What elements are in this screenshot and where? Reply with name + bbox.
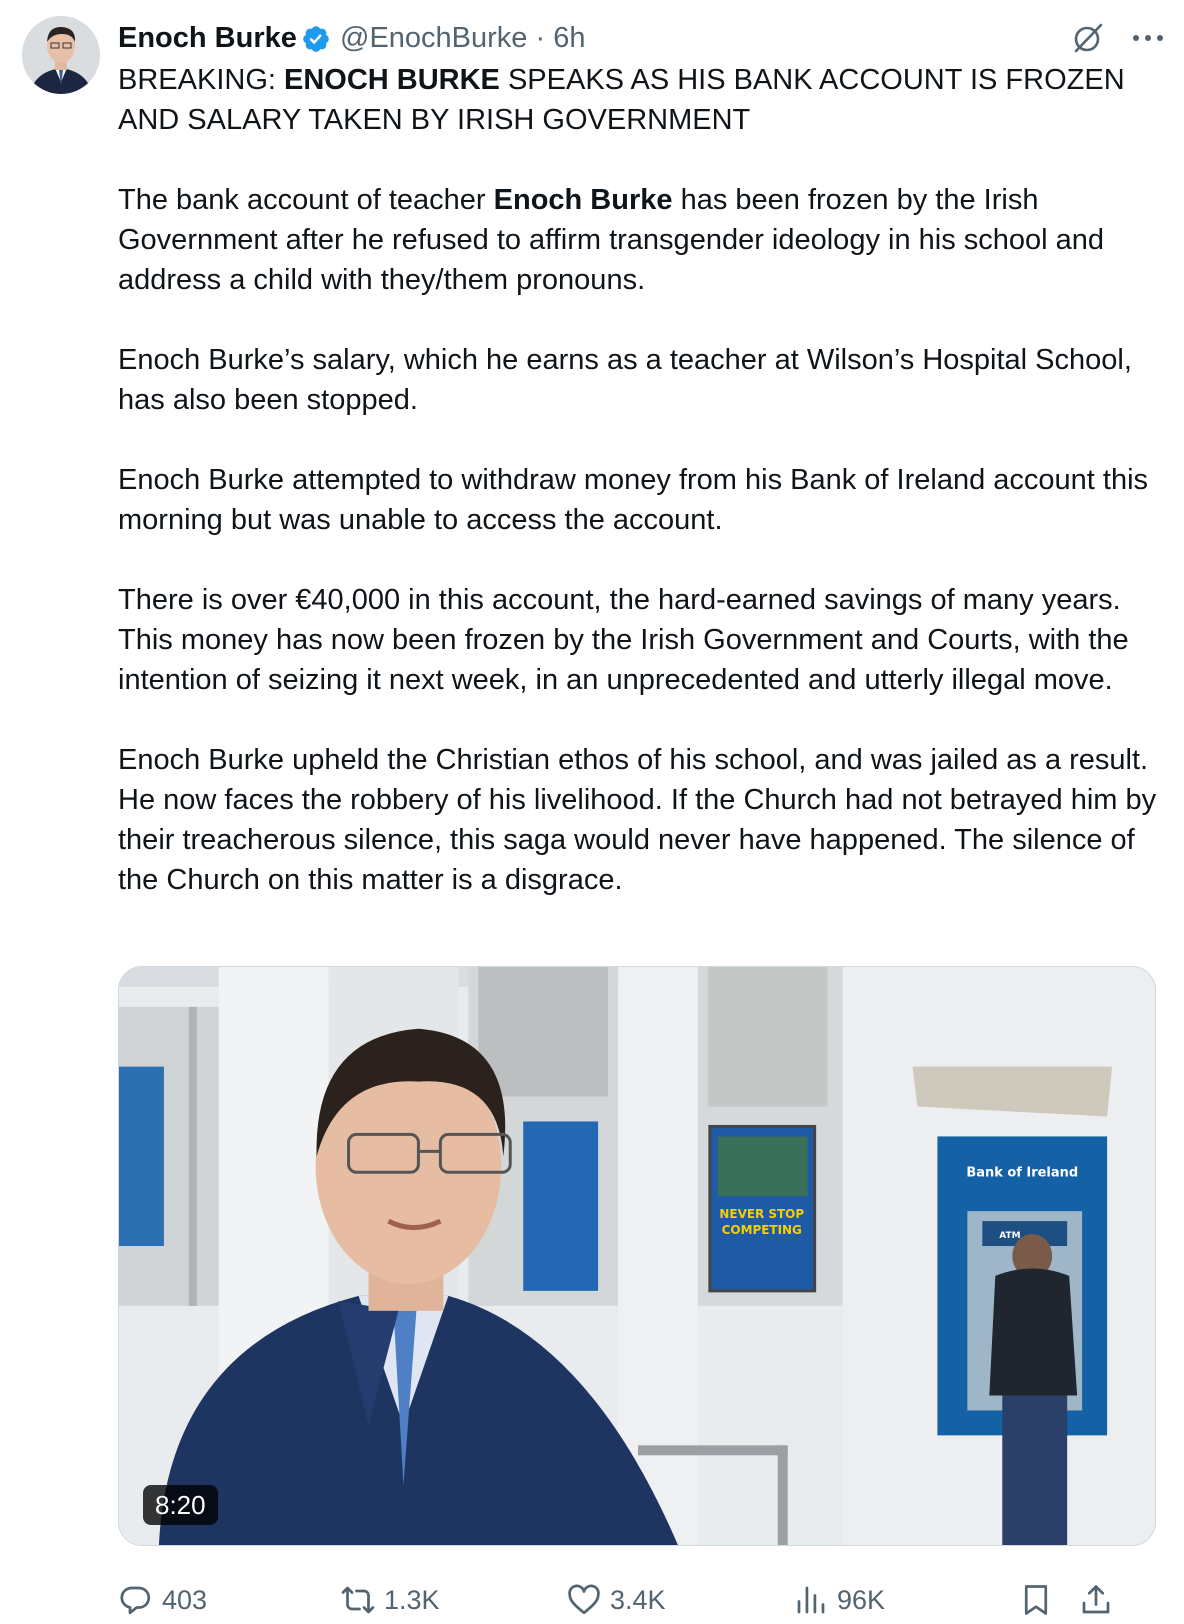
like-count: 3.4K xyxy=(610,1584,666,1615)
tweet-paragraph-2: The bank account of teacher Enoch Burke has been frozen by the Irish Government after he refused to affirm transgender ideology in his school and address a child with they/them pronouns. xyxy=(118,184,1105,296)
tweet-paragraph-5: There is over €40,000 in this account, the hard-earned savings of many years. This money has now been frozen by the Irish Government and Courts, with the intention of seizing it next week, in an unprecedented and utterly illegal move. xyxy=(118,584,1129,696)
avatar[interactable] xyxy=(22,16,100,94)
tweet-paragraph-1: BREAKING: ENOCH BURKE SPEAKS AS HIS BANK ACCOUNT IS FROZEN AND SALARY TAKEN BY IRISH GOVERNMENT xyxy=(118,64,1125,136)
like-button[interactable] xyxy=(566,1580,666,1620)
tweet-paragraph-6: Enoch Burke upheld the Christian ethos of his school, and was jailed as a result. He now faces the robbery of his livelihood. If the Church had not betrayed him by their treacherous silence, this saga would never have happened. The silence of the Church on this matter is a disgrace. xyxy=(118,744,1157,896)
video-thumbnail xyxy=(119,967,1155,1545)
atm-label: ATM xyxy=(999,1231,1021,1242)
view-count: 96K xyxy=(837,1584,886,1615)
reply-button[interactable] xyxy=(118,1580,207,1620)
verified-icon xyxy=(301,24,331,54)
tweet-paragraph-4: Enoch Burke attempted to withdraw money from his Bank of Ireland account this morning but was unable to access the account. xyxy=(118,464,1149,536)
grok-icon[interactable] xyxy=(1070,20,1106,56)
more-icon[interactable] xyxy=(1128,20,1168,56)
display-name[interactable]: Enoch Burke xyxy=(118,22,297,54)
tweet-header xyxy=(118,18,1168,58)
poster-text-line2: COMPETING xyxy=(721,1223,802,1238)
video-player[interactable] xyxy=(118,966,1156,1546)
action-bar xyxy=(118,1580,1168,1624)
reply-count: 403 xyxy=(162,1584,208,1615)
bookmark-button[interactable] xyxy=(1018,1580,1054,1620)
repost-icon xyxy=(340,1582,376,1618)
repost-count: 1.3K xyxy=(384,1584,440,1615)
handle-and-time[interactable]: @EnochBurke · 6h xyxy=(340,22,586,54)
views-icon xyxy=(793,1582,829,1618)
like-icon xyxy=(566,1582,602,1618)
views-button[interactable] xyxy=(793,1580,885,1620)
tweet-text xyxy=(118,60,1158,900)
video-duration: 8:20 xyxy=(143,1485,218,1525)
atm-sign: Bank of Ireland xyxy=(966,1165,1079,1181)
bookmark-icon xyxy=(1018,1582,1054,1618)
share-icon xyxy=(1078,1582,1114,1618)
poster-text-line1: NEVER STOP xyxy=(719,1207,805,1222)
reply-icon xyxy=(118,1582,154,1618)
repost-button[interactable] xyxy=(340,1580,440,1620)
share-button[interactable] xyxy=(1078,1580,1114,1620)
tweet-paragraph-3: Enoch Burke’s salary, which he earns as a teacher at Wilson’s Hospital School, has also been stopped. xyxy=(118,344,1132,416)
